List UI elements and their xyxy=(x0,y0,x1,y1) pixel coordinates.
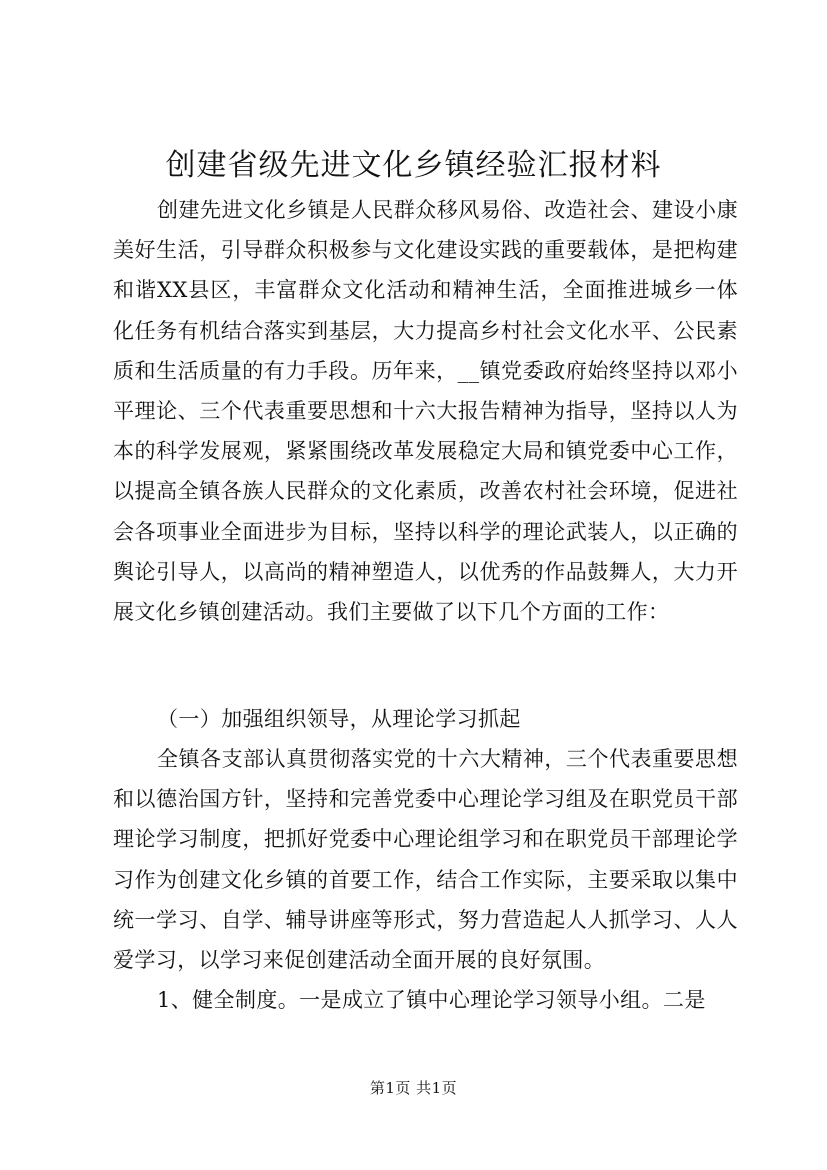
paragraph-section-one: 全镇各支部认真贯彻落实党的十六大精神，三个代表重要思想和以德治国方针，坚持和完善党委中心理论学习组及在职党员干部理论学习制度，把抓好党委中心理论组学习和在职党员干部理论学习作为创建文化乡镇的首要工作，结合工作实际，主要采取以集中统一学习、自学、辅导讲座等形式，努力营造起人人抓学习、人人爱学习，以学习来促创建活动全面开展的良好氛围。 xyxy=(113,747,738,973)
section-heading: （一）加强组织领导，从理论学习抓起 xyxy=(157,707,521,731)
paragraph-item-one: 1、健全制度。一是成立了镇中心理论学习领导小组。二是 xyxy=(157,988,706,1012)
paragraph-intro: 创建先进文化乡镇是人民群众移风易俗、改造社会、建设小康美好生活，引导群众积极参与文化建设实践的重要载体，是把构建和谐XX县区，丰富群众文化活动和精神生活，全面推进城乡一体化任务有机结合落实到基层，大力提高乡村社会文化水平、公民素质和生活质量的有力手段。历年来，__镇党委政府始终坚持以邓小平理论、三个代表重要思想和十六大报告精神为指导，坚持以人为本的科学发展观，紧紧围绕改革发展稳定大局和镇党委中心工作，以提高全镇各族人民群众的文化素质，改善农村社会环境，促进社会各项事业全面进步为目标，坚持以科学的理论武装人，以正确的舆论引导人，以高尚的精神塑造人，以优秀的作品鼓舞人，大力开展文化乡镇创建活动。我们主要做了以下几个方面的工作： xyxy=(113,198,738,625)
page-number-footer: 第1页 共1页 xyxy=(369,1079,458,1097)
document-title: 创建省级先进文化乡镇经验汇报材料 xyxy=(165,148,662,183)
